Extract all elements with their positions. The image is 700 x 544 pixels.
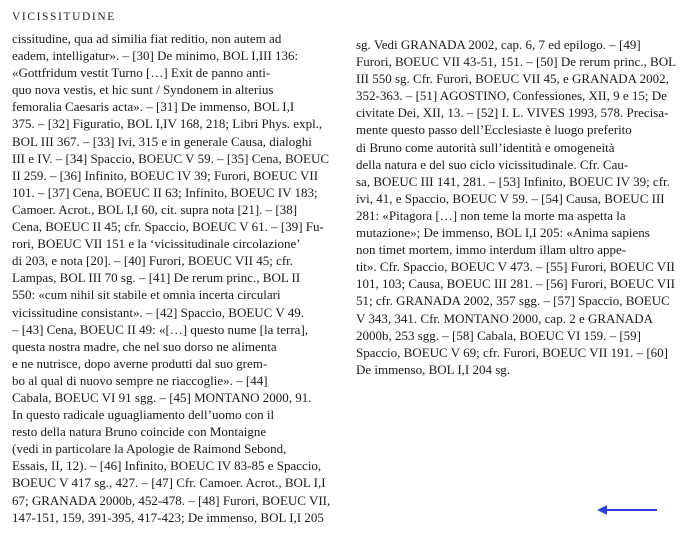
footnote-right-line: 352-363. – [51] AGOSTINO, Confessiones, XII, 9 e 15; De <box>356 88 667 104</box>
running-title: VICISSITUDINE <box>12 11 116 23</box>
footnote-left-line: «Gottfridum vestit Turno […] Exit de panno anti- <box>12 65 271 81</box>
footnote-left-line: vicissitudine consistant». – [42] Spaccio, BOEUC V 49. <box>12 304 304 320</box>
footnote-right-line: mutazione»; De immenso, BOL I,I 205: «Anima sapiens <box>356 225 650 241</box>
footnote-left-line: II 259. – [36] Infinito, BOEUC IV 39; Furori, BOEUC VII <box>12 167 319 183</box>
footnote-left-line: 147-151, 159, 391-395, 417-423; De immenso, BOL I,I 205 <box>12 509 324 525</box>
footnote-right-line: III 550 sg. Cfr. Furori, BOEUC VII 45, e GRANADA 2002, <box>356 71 669 87</box>
footnote-left-line: Cena, BOEUC II 45; cfr. Spaccio, BOEUC V 61. – [39] Fu- <box>12 219 324 235</box>
footnote-left-line: 550: «cum nihil sit stabile et omnia incerta circulari <box>12 287 281 303</box>
footnote-right-line: tit». Cfr. Spaccio, BOEUC V 473. – [55] Furori, BOEUC VII <box>356 259 675 275</box>
footnote-right-line: V 343, 341. Cfr. MONTANO 2000, cap. 2 e GRANADA <box>356 310 653 326</box>
footnote-right-line: di Bruno come autorità sull’identità e omogeneità <box>356 139 615 155</box>
footnote-left-line: (vedi in particolare la Apologie de Raimond Sebond, <box>12 441 287 457</box>
footnote-left-line: quo nova vestis, et hic sunt / Syndonem in alterius <box>12 82 274 98</box>
footnote-right-line: De immenso, BOL I,I 204 sg. <box>356 361 511 377</box>
footnote-left-line: eadem, intelligatur». – [30] De minimo, BOL I,III 136: <box>12 48 299 64</box>
footnote-right-line: 101, 103; Causa, BOEUC III 281. – [56] Furori, BOEUC VII <box>356 276 675 292</box>
footnote-right-line: civitate Dei, XII, 13. – [52] I. L. VIVES 1993, 578. Precisa- <box>356 105 669 121</box>
footnote-left-line: 67; GRANADA 2000b, 452-478. – [48] Furori, BOEUC VII, <box>12 492 331 508</box>
footnote-right-line: sa, BOEUC III 141, 281. – [53] Infinito, BOEUC IV 39; cfr. <box>356 173 670 189</box>
footnote-left-line: Cabala, BOEUC VI 91 sgg. – [45] MONTANO 2000, 91. <box>12 389 312 405</box>
footnote-left-line: BOL III 367. – [33] Ivi, 315 e in generale Causa, dialoghi <box>12 133 312 149</box>
footnote-right-line: sg. Vedi GRANADA 2002, cap. 6, 7 ed epilogo. – [49] <box>356 37 641 52</box>
footnotes-left-column <box>12 30 344 526</box>
footnote-left-line: cissitudine, qua ad similia fiat reditio, non autem ad <box>12 31 282 46</box>
footnote-left-line: Lampas, BOL III 70 sg. – [41] De rerum princ., BOL II <box>12 270 301 286</box>
footnote-left-line: III e IV. – [34] Spaccio, BOEUC V 59. – [35] Cena, BOEUC <box>12 150 330 166</box>
footnote-right-line: mente questo passo dell’Ecclesiaste è luogo preferito <box>356 122 632 138</box>
footnote-left-line: – [43] Cena, BOEUC II 49: «[…] questo nume [la terra], <box>12 321 309 337</box>
footnote-right-line: ivi, 41, e Spaccio, BOEUC V 59. – [54] Causa, BOEUC III <box>356 190 665 206</box>
footnotes-right-column <box>356 36 690 378</box>
footnote-left-line: Essais, II, 12). – [46] Infinito, BOEUC IV 83-85 e Spaccio, <box>12 458 322 474</box>
footnote-right-line: Spaccio, BOEUC V 69; cfr. Furori, BOEUC VII 191. – [60] <box>356 344 668 360</box>
footnote-left-line: 375. – [32] Figuratio, BOL I,IV 168, 218; Libri Phys. expl., <box>12 116 323 132</box>
footnote-right-line: non timet mortem, immo interdum illam ultro appe- <box>356 242 627 258</box>
footnote-right-line: Furori, BOEUC VII 43-51, 151. – [50] De rerum princ., BOL <box>356 54 677 70</box>
footnote-left-line: 101. – [37] Cena, BOEUC II 63; Infinito, BOEUC IV 183; <box>12 184 318 200</box>
footnote-left-line: In questo radicale uguagliamento dell’uomo con il <box>12 407 275 423</box>
footnote-right-line: della natura e del suo ciclo vicissitudinale. Cfr. Cau- <box>356 156 629 172</box>
footnote-left-line: femoralia Caesaris acta». – [31] De immenso, BOL I,I <box>12 99 295 115</box>
footnote-left-line: di 203, e nota [20]. – [40] Furori, BOEUC VII 45; cfr. <box>12 253 294 269</box>
left-arrow-icon[interactable] <box>597 502 659 518</box>
footnote-left-line: e ne nutrisce, dopo averne produtti dal suo grem- <box>12 355 268 371</box>
footnote-left-line: bo al qual di nuovo sempre ne riaccoglie». – [44] <box>12 372 268 388</box>
footnote-left-line: rori, BOEUC VII 151 e la ‘vicissitudinale circolazione’ <box>12 236 301 252</box>
footnote-right-line: 2000b, 253 sgg. – [58] Cabala, BOEUC VI 159. – [59] <box>356 327 642 343</box>
footnote-right-line: 51; cfr. GRANADA 2002, 357 sgg. – [57] Spaccio, BOEUC <box>356 293 670 309</box>
footnote-left-line: Camoer. Acrot., BOL I,I 60, cit. supra nota [21]. – [38] <box>12 201 298 217</box>
footnote-left-line: questa nostra madre, che nel suo dorso ne alimenta <box>12 338 277 354</box>
footnote-left-line: BOEUC V 417 sg., 427. – [47] Cfr. Camoer. Acrot., BOL I,I <box>12 475 326 491</box>
footnote-left-line: resto della natura Bruno coincide con Montaigne <box>12 424 267 440</box>
footnote-right-line: 281: «Pitagora […] non teme la morte ma aspetta la <box>356 207 626 223</box>
